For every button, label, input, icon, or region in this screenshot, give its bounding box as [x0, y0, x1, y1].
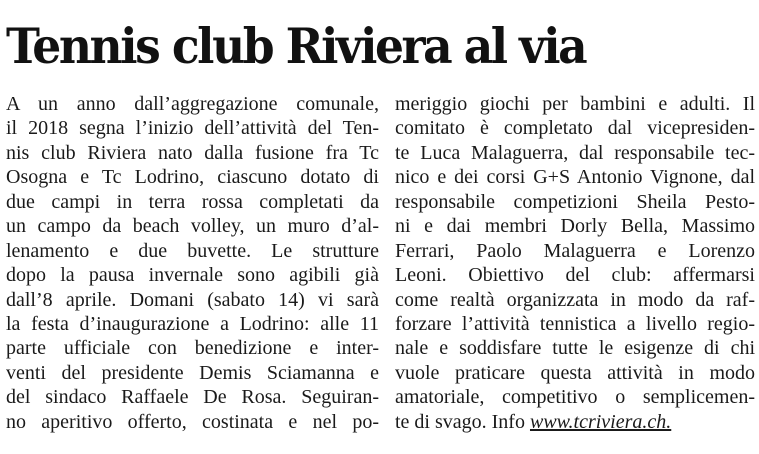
article-column-left — [6, 92, 379, 434]
text-line: parte ufficiale con benedizione e inter- — [6, 337, 379, 360]
website-link[interactable]: www.tcriviera.ch. — [529, 410, 672, 433]
text-line: lenamento e due buvette. Le strutture — [6, 239, 379, 262]
article-column-right — [395, 92, 755, 434]
text-line: Ferrari, Paolo Malaguerra e Lorenzo — [395, 239, 755, 262]
text-line: nico e dei corsi G+S Antonio Vignone, dal — [395, 166, 755, 189]
text-line: vuole praticare questa attività in modo — [395, 361, 755, 384]
text-line: comitato è completato dal vicepresiden- — [395, 117, 755, 140]
text-line: nis club Riviera nato dalla fusione fra Tc — [6, 141, 379, 164]
text-line: te Luca Malaguerra, dal responsabile tec- — [395, 141, 755, 164]
headline: Tennis club Riviera al via — [6, 17, 586, 75]
text-line: responsabile competizioni Sheila Pesto- — [395, 190, 755, 213]
text-line: del sindaco Raffaele De Rosa. Seguiran- — [6, 386, 379, 409]
text-line-final — [395, 410, 755, 434]
text-line: meriggio giochi per bambini e adulti. Il — [395, 93, 755, 115]
text-line: dall’8 aprile. Domani (sabato 14) vi sarà — [6, 288, 379, 311]
text-line: venti del presidente Demis Sciamanna e — [6, 361, 379, 384]
text-line: un campo da beach volley, un muro d’al- — [6, 215, 379, 238]
text-line: la festa d’inaugurazione a Lodrino: alle 11 — [6, 312, 379, 335]
info-text: te di svago. Info — [395, 410, 530, 433]
text-line: dopo la pausa invernale sono agibili già — [6, 264, 379, 287]
text-line: ni e dai membri Dorly Bella, Massimo — [395, 215, 755, 238]
text-line: due campi in terra rossa completati da — [6, 190, 379, 213]
text-line: nale e soddisfare tutte le esigenze di chi — [395, 337, 755, 360]
text-line: come realtà organizzata in modo da raf- — [395, 288, 755, 311]
text-line: amatoriale, competitivo o semplicemen- — [395, 386, 755, 409]
text-line: Leoni. Obiettivo del club: affermarsi — [395, 264, 755, 287]
text-line: A un anno dall’aggregazione comunale, — [6, 93, 379, 115]
text-line: no aperitivo offerto, costinata e nel po- — [6, 410, 379, 433]
text-line: il 2018 segna l’inizio dell’attività del Ten- — [6, 117, 379, 140]
text-line: forzare l’attività tennistica a livello regio- — [395, 312, 755, 335]
text-line: Osogna e Tc Lodrino, ciascuno dotato di — [6, 166, 379, 189]
